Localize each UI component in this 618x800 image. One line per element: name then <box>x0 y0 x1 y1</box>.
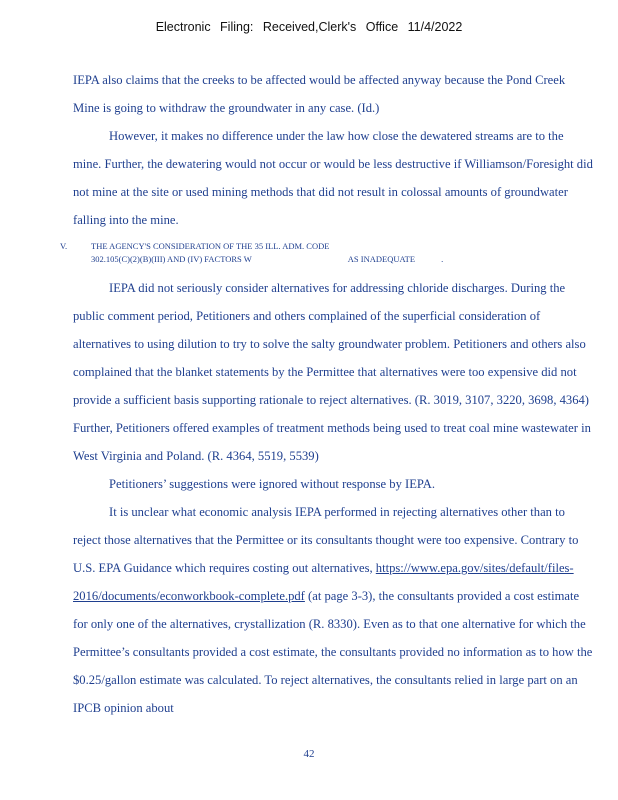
paragraph-alternatives: IEPA did not seriously consider alternatives for addressing chloride discharges. During the public comment period, Petitioners and others complained of the superficial consideration of alternatives to using dilution to try to solve the salty groundwater problem. Petitioners and others also complained that the blanket statements by the Permittee that alternatives were too expensive did not provide a sufficient basis supporting rationale to reject alternatives. (R. 3019, 3107, 3220, 3698, 4364) Further, Petitioners offered examples of treatment methods being used to treat coal mine wastewater in West Virginia and Poland. (R. 4364, 5519, 5539) <box>73 281 591 463</box>
section-number: V. <box>60 241 68 251</box>
text-block-main <box>73 274 593 722</box>
section-title-line2-part1: 302.105(C)(2)(B)(III) AND (IV) FACTORS W <box>91 254 252 264</box>
section-title-line2-part2: AS INADEQUATE <box>347 254 416 264</box>
filing-header: Electronic Filing: Received,Clerk's Office 11/4/2022 <box>155 20 463 34</box>
paragraph-dewatering: However, it makes no difference under the law how close the dewatered streams are to the mine. Further, the dewatering would not occur or would be less destructive if Williamson/Foresight did not mine at the site or used mining methods that did not result in colossal amounts of groundwater falling into the mine. <box>73 129 593 227</box>
paragraph-economic-analysis-start: It is unclear what economic analysis IEPA performed in rejecting alternatives other than to reject those alternatives that the Permittee or its consultants thought were too expensive. Contrary to U.S. EPA Guidance which requires costing out alternatives, <box>73 505 579 575</box>
paragraph-suggestions: Petitioners’ suggestions were ignored without response by IEPA. <box>109 477 435 491</box>
page-number: 42 <box>303 748 315 760</box>
paragraph-creeks: IEPA also claims that the creeks to be affected would be affected anyway because the Pond Creek Mine is going to withdraw the groundwater in any case. (Id.) <box>73 73 566 115</box>
paragraph-economic-analysis-end: (at page 3-3), the consultants provided a cost estimate for only one of the alternatives, crystallization (R. 8330). Even as to that one alternative for which the Permittee’s consultants provided a cost estimate, the consultants provided no information as to how the $0.25/gallon estimate was calculated. To reject alternatives, the consultants relied in large part on an IPCB opinion about <box>73 589 593 715</box>
paragraph-economic-analysis <box>73 498 593 722</box>
section-title-line2-part3: . <box>441 254 444 264</box>
epa-guidance-link[interactable]: https://www.epa.gov/sites/default/files-2016/documents/econworkbook-complete.pdf <box>73 561 574 603</box>
section-title-line1: THE AGENCY'S CONSIDERATION OF THE 35 ILL. ADM. CODE <box>91 241 330 251</box>
text-block-top <box>73 66 593 234</box>
section-title-line2 <box>91 253 443 266</box>
